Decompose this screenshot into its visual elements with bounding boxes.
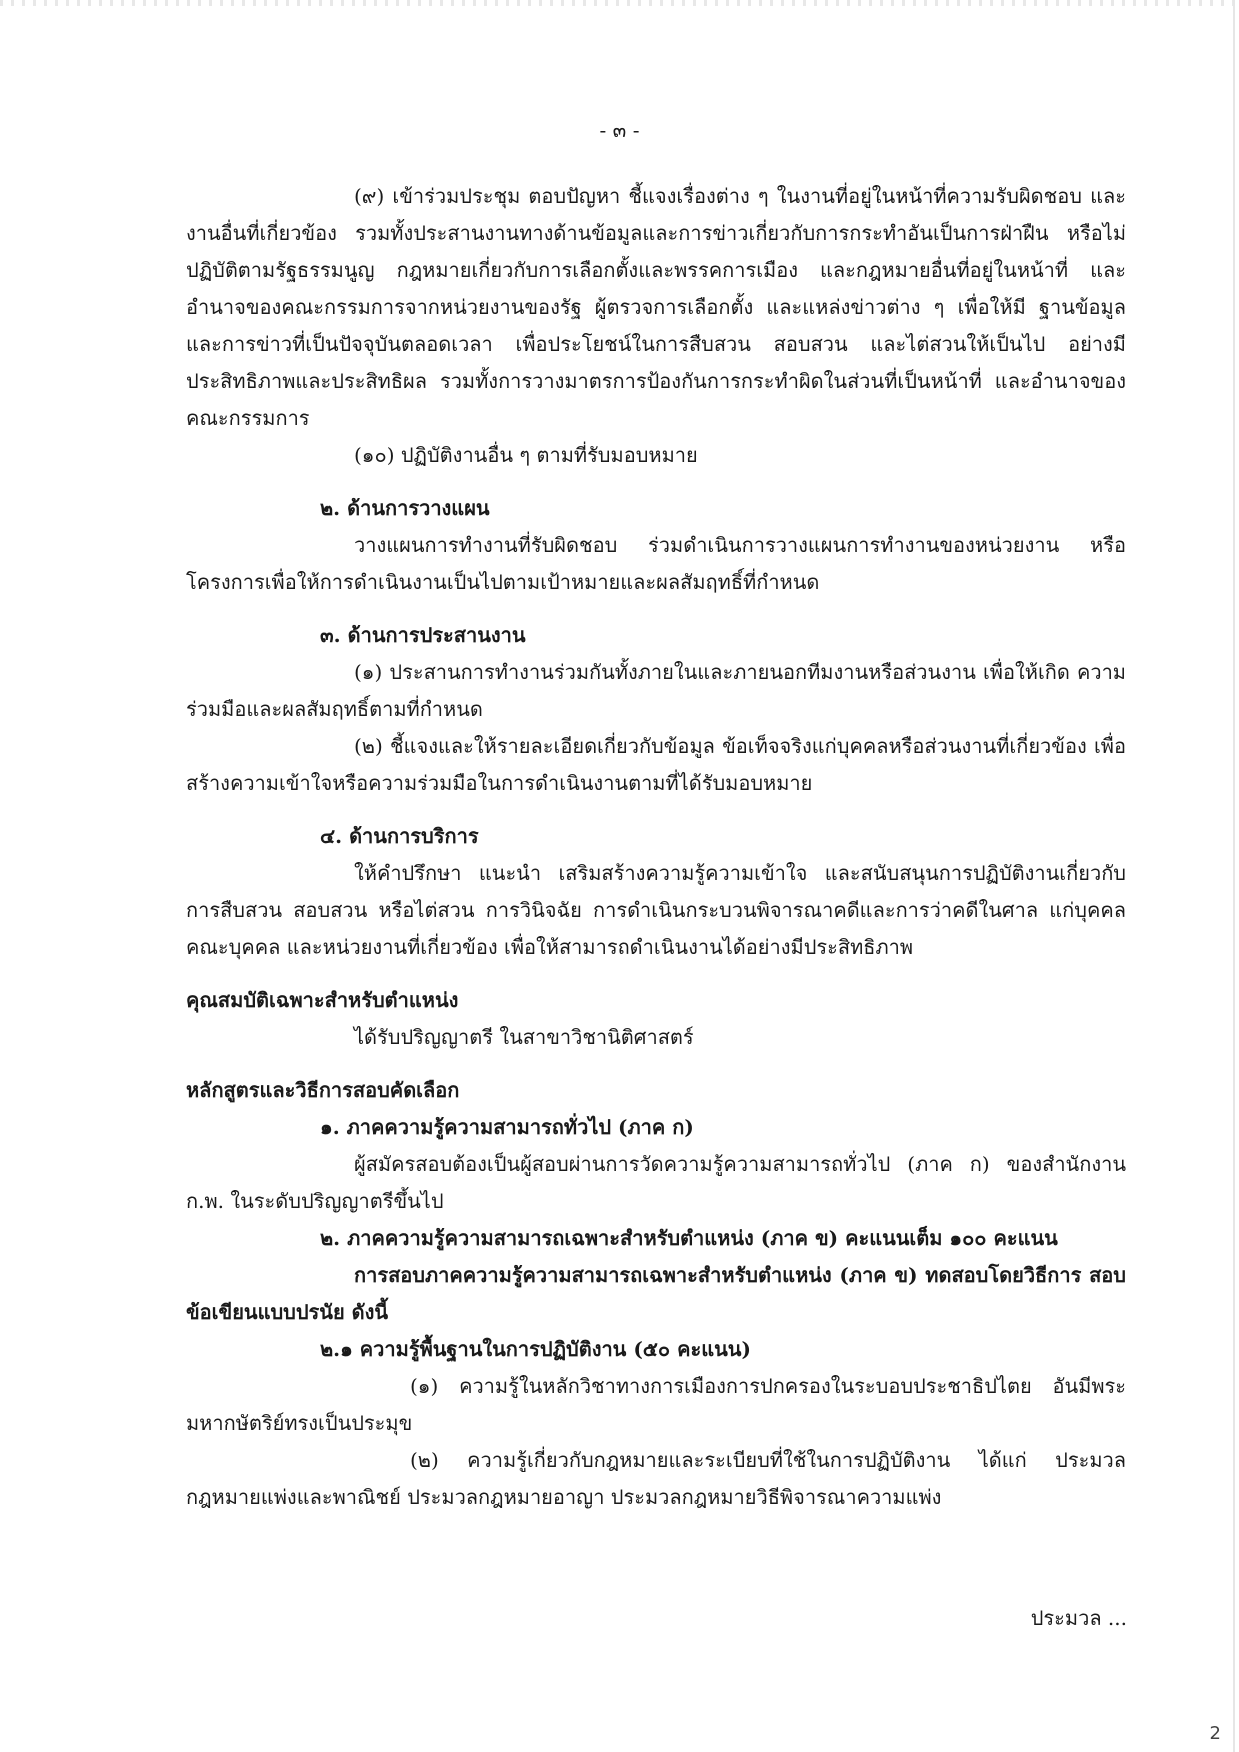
document-body [186, 178, 1126, 1516]
continuation-text: ประมวล ... [1030, 1606, 1127, 1630]
corner-mark: 2 [1209, 1723, 1221, 1744]
paragraph-coordination-1: (๑) ประสานการทำงานร่วมกันทั้งภายในและภายนอกทีมงานหรือส่วนงาน เพื่อให้เกิด ความร่วมมือและผลสัมฤทธิ์ตามที่กำหนด [186, 660, 1126, 721]
paragraph-part-b: การสอบภาคความรู้ความสามารถเฉพาะสำหรับตำแหน่ง (ภาค ข) ทดสอบโดยวิธีการ สอบข้อเขียนแบบปรนัย ดังนี้ [186, 1263, 1126, 1324]
paragraph-part-b1-1: (๑) ความรู้ในหลักวิชาทางการเมืองการปกครองในระบอบประชาธิปไตย อันมีพระมหากษัตริย์ทรงเป็นประมุข [186, 1374, 1126, 1435]
heading-planning: ๒. ด้านการวางแผน [320, 496, 490, 520]
paragraph-coordination-2: (๒) ชี้แจงและให้รายละเอียดเกี่ยวกับข้อมูล ข้อเท็จจริงแก่บุคคลหรือส่วนงานที่เกี่ยวข้อง เพื่อสร้างความเข้าใจหรือความร่วมมือในการดำเนินงานตามที่ได้รับมอบหมาย [186, 734, 1126, 795]
scan-edge-top [0, 0, 1239, 6]
paragraph-service: ให้คำปรึกษา แนะนำ เสริมสร้างความรู้ความเข้าใจ และสนับสนุนการปฏิบัติงานเกี่ยวกับ การสืบสวน สอบสวน หรือไต่สวน การวินิจฉัย การดำเนินกระบวนพิจารณาคดีและการว่าคดีในศาล แก่บุคคล คณะบุคคล และหน่วยงานที่เกี่ยวข้อง เพื่อให้สามารถดำเนินงานได้อย่างมีประสิทธิภาพ [186, 861, 1126, 959]
heading-coordination: ๓. ด้านการประสานงาน [320, 623, 526, 647]
heading-qualification: คุณสมบัติเฉพาะสำหรับตำแหน่ง [186, 988, 459, 1012]
heading-part-b1: ๒.๑ ความรู้พื้นฐานในการปฏิบัติงาน (๕๐ คะแนน) [320, 1337, 751, 1361]
paragraph-part-a: ผู้สมัครสอบต้องเป็นผู้สอบผ่านการวัดความรู้ความสามารถทั่วไป (ภาค ก) ของสำนักงาน ก.พ. ในระดับปริญญาตรีขึ้นไป [186, 1152, 1126, 1213]
paragraph-duty-9: (๙) เข้าร่วมประชุม ตอบปัญหา ชี้แจงเรื่องต่าง ๆ ในงานที่อยู่ในหน้าที่ความรับผิดชอบ และงานอื่นที่เกี่ยวข้อง รวมทั้งประสานงานทางด้านข้อมูลและการข่าวเกี่ยวกับการกระทำอันเป็นการฝ่าฝืน หรือไม่ปฏิบัติตามรัฐธรรมนูญ กฎหมายเกี่ยวกับการเลือกตั้งและพรรคการเมือง และกฎหมายอื่นที่อยู่ในหน้าที่ และอำนาจของคณะกรรมการจากหน่วยงานของรัฐ ผู้ตรวจการเลือกตั้ง และแหล่งข่าวต่าง ๆ เพื่อให้มี ฐานข้อมูลและการข่าวที่เป็นปัจจุบันตลอดเวลา เพื่อประโยชน์ในการสืบสวน สอบสวน และไต่สวนให้เป็นไป อย่างมีประสิทธิภาพและประสิทธิผล รวมทั้งการวางมาตรการป้องกันการกระทำผิดในส่วนที่เป็นหน้าที่ และอำนาจของคณะกรรมการ [186, 184, 1126, 430]
heading-part-b: ๒. ภาคความรู้ความสามารถเฉพาะสำหรับตำแหน่ง (ภาค ข) คะแนนเต็ม ๑๐๐ คะแนน [320, 1226, 1058, 1250]
paragraph-planning: วางแผนการทำงานที่รับผิดชอบ ร่วมดำเนินการวางแผนการทำงานของหน่วยงาน หรือโครงการเพื่อให้การดำเนินงานเป็นไปตามเป้าหมายและผลสัมฤทธิ์ที่กำหนด [186, 533, 1126, 594]
paragraph-part-b1-2: (๒) ความรู้เกี่ยวกับกฎหมายและระเบียบที่ใช้ในการปฏิบัติงาน ได้แก่ ประมวลกฎหมายแพ่งและพาณิชย์ ประมวลกฎหมายอาญา ประมวลกฎหมายวิธีพิจารณาความแพ่ง [186, 1448, 1126, 1509]
paragraph-duty-10: (๑๐) ปฏิบัติงานอื่น ๆ ตามที่รับมอบหมาย [354, 443, 698, 467]
page-number: - ๓ - [599, 118, 640, 142]
heading-part-a: ๑. ภาคความรู้ความสามารถทั่วไป (ภาค ก) [320, 1115, 694, 1139]
paragraph-qualification: ได้รับปริญญาตรี ในสาขาวิชานิติศาสตร์ [354, 1025, 694, 1049]
scan-edge-right [1233, 0, 1235, 1752]
heading-exam: หลักสูตรและวิธีการสอบคัดเลือก [186, 1078, 460, 1102]
heading-service: ๔. ด้านการบริการ [320, 824, 479, 848]
